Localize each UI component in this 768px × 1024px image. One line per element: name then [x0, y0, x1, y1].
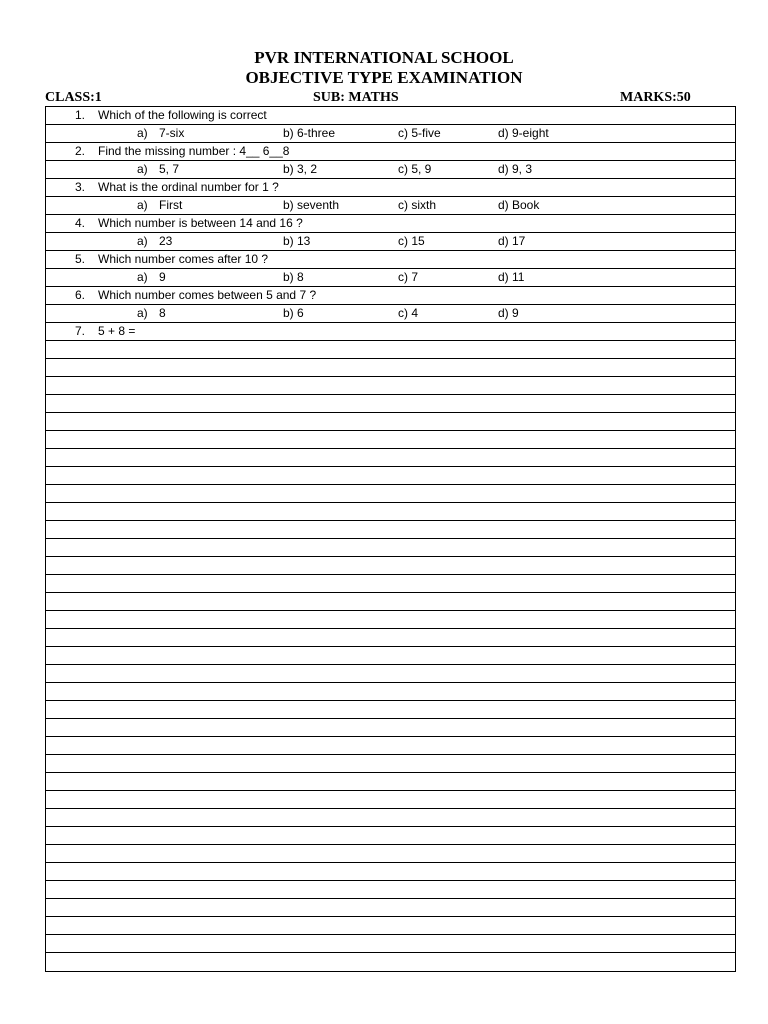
question-text: 5 + 8 = — [98, 324, 136, 338]
blank-row — [46, 917, 735, 935]
question-number: 4. — [75, 216, 86, 230]
blank-row — [46, 341, 735, 359]
blank-row — [46, 665, 735, 683]
question-number: 7. — [75, 324, 86, 338]
blank-row — [46, 899, 735, 917]
question-row — [46, 215, 735, 233]
blank-row — [46, 359, 735, 377]
blank-row — [46, 629, 735, 647]
blank-row — [46, 863, 735, 881]
option-c: c) 5, 9 — [398, 162, 432, 176]
blank-row — [46, 953, 735, 971]
blank-row — [46, 521, 735, 539]
option-a-label: a) — [137, 234, 148, 248]
option-b: b) 6-three — [283, 126, 336, 140]
marks-label: MARKS:50 — [620, 90, 691, 105]
blank-row — [46, 683, 735, 701]
option-c: c) 5-five — [398, 126, 441, 140]
question-row — [46, 107, 735, 125]
question-text: Which number is between 14 and 16 ? — [98, 216, 303, 230]
question-text: Which of the following is correct — [98, 108, 267, 122]
class-label: CLASS:1 — [45, 90, 102, 105]
option-a-label: a) — [137, 198, 148, 212]
school-title: PVR INTERNATIONAL SCHOOL — [254, 48, 514, 67]
question-text: Find the missing number : 4__ 6__8 — [98, 144, 290, 158]
option-d: d) Book — [498, 198, 540, 212]
blank-row — [46, 575, 735, 593]
blank-row — [46, 845, 735, 863]
blank-row — [46, 431, 735, 449]
blank-row — [46, 539, 735, 557]
option-b: b) 3, 2 — [283, 162, 318, 176]
question-number: 3. — [75, 180, 86, 194]
question-number: 1. — [75, 108, 86, 122]
option-d: d) 9, 3 — [498, 162, 533, 176]
option-b: b) seventh — [283, 198, 340, 212]
blank-row — [46, 611, 735, 629]
blank-row — [46, 791, 735, 809]
question-row — [46, 143, 735, 161]
options-row — [46, 233, 735, 251]
blank-row — [46, 773, 735, 791]
blank-row — [46, 701, 735, 719]
blank-row — [46, 395, 735, 413]
question-text: Which number comes after 10 ? — [98, 252, 269, 266]
question-number: 5. — [75, 252, 86, 266]
blank-row — [46, 503, 735, 521]
option-a: 9 — [159, 270, 166, 284]
option-a: 8 — [159, 306, 166, 320]
blank-row — [46, 485, 735, 503]
option-d: d) 11 — [498, 270, 525, 284]
question-row — [46, 251, 735, 269]
exam-title: OBJECTIVE TYPE EXAMINATION — [245, 68, 523, 87]
question-text: Which number comes between 5 and 7 ? — [98, 288, 317, 302]
question-table — [45, 106, 736, 972]
question-row — [46, 323, 735, 341]
question-number: 2. — [75, 144, 86, 158]
blank-row — [46, 413, 735, 431]
option-d: d) 9-eight — [498, 126, 549, 140]
option-d: d) 9 — [498, 306, 519, 320]
question-text: What is the ordinal number for 1 ? — [98, 180, 279, 194]
blank-row — [46, 737, 735, 755]
option-a-label: a) — [137, 126, 148, 140]
option-a: First — [159, 198, 183, 212]
option-d: d) 17 — [498, 234, 526, 248]
subject-label: SUB: MATHS — [313, 90, 399, 105]
blank-row — [46, 719, 735, 737]
option-a-label: a) — [137, 270, 148, 284]
option-c: c) 4 — [398, 306, 419, 320]
question-number: 6. — [75, 288, 86, 302]
blank-row — [46, 809, 735, 827]
options-row — [46, 305, 735, 323]
option-a: 5, 7 — [159, 162, 180, 176]
blank-row — [46, 467, 735, 485]
question-row — [46, 287, 735, 305]
blank-row — [46, 827, 735, 845]
options-row — [46, 269, 735, 287]
blank-row — [46, 557, 735, 575]
option-b: b) 6 — [283, 306, 304, 320]
option-b: b) 8 — [283, 270, 304, 284]
question-row — [46, 179, 735, 197]
option-b: b) 13 — [283, 234, 311, 248]
option-a-label: a) — [137, 162, 148, 176]
blank-row — [46, 881, 735, 899]
option-c: c) sixth — [398, 198, 437, 212]
blank-row — [46, 377, 735, 395]
blank-row — [46, 647, 735, 665]
option-a: 23 — [159, 234, 173, 248]
options-row — [46, 161, 735, 179]
blank-row — [46, 449, 735, 467]
option-a: 7-six — [159, 126, 185, 140]
blank-row — [46, 593, 735, 611]
options-row — [46, 125, 735, 143]
blank-row — [46, 755, 735, 773]
option-c: c) 7 — [398, 270, 419, 284]
option-c: c) 15 — [398, 234, 425, 248]
option-a-label: a) — [137, 306, 148, 320]
options-row — [46, 197, 735, 215]
blank-row — [46, 935, 735, 953]
